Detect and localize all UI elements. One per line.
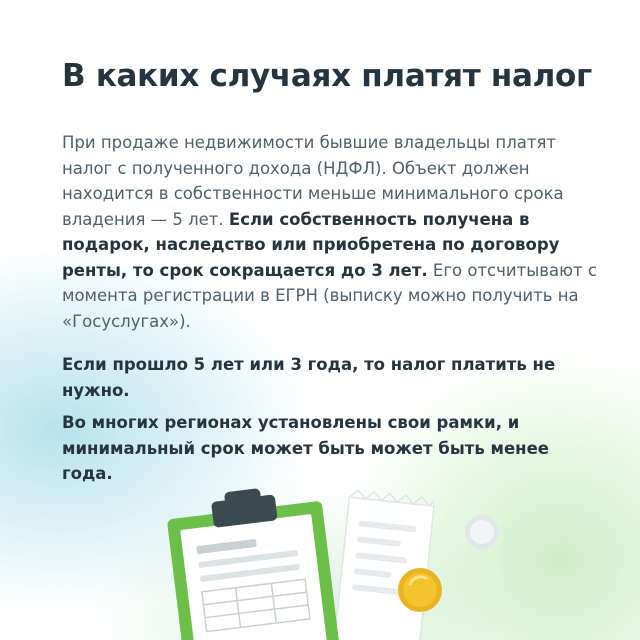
documents-illustration — [0, 480, 640, 640]
intro-text-start: При продаже недвижимости бывшие владельцы платят налог с полученного дохода (НДФЛ). Объект должен находится в собственности меньше минимального срока владения — 5 лет. — [62, 133, 564, 229]
regional-limits-note: Во многих регионах установлены свои рамки, и минимальный срок может быть может быть менее года. — [62, 413, 549, 483]
no-tax-note: Если прошло 5 лет или 3 года, то налог платить не нужно. — [62, 355, 556, 400]
intro-paragraph — [62, 130, 602, 334]
page-title: В каких случаях платят налог — [62, 58, 592, 94]
silver-coin-icon — [465, 515, 499, 549]
receipt-icon — [333, 489, 435, 640]
gold-coin-icon — [398, 568, 442, 612]
intro-text-end: Его отсчитывают с момента регистрации в ЕГРН (выписку можно получить на «Госуслугах»). — [62, 260, 597, 331]
intro-text-bold: Если собственность получена в подарок, наследство или приобретена по договору ренты, то срок сокращается до 3 лет. — [62, 209, 560, 280]
clipboard-icon — [164, 481, 344, 640]
